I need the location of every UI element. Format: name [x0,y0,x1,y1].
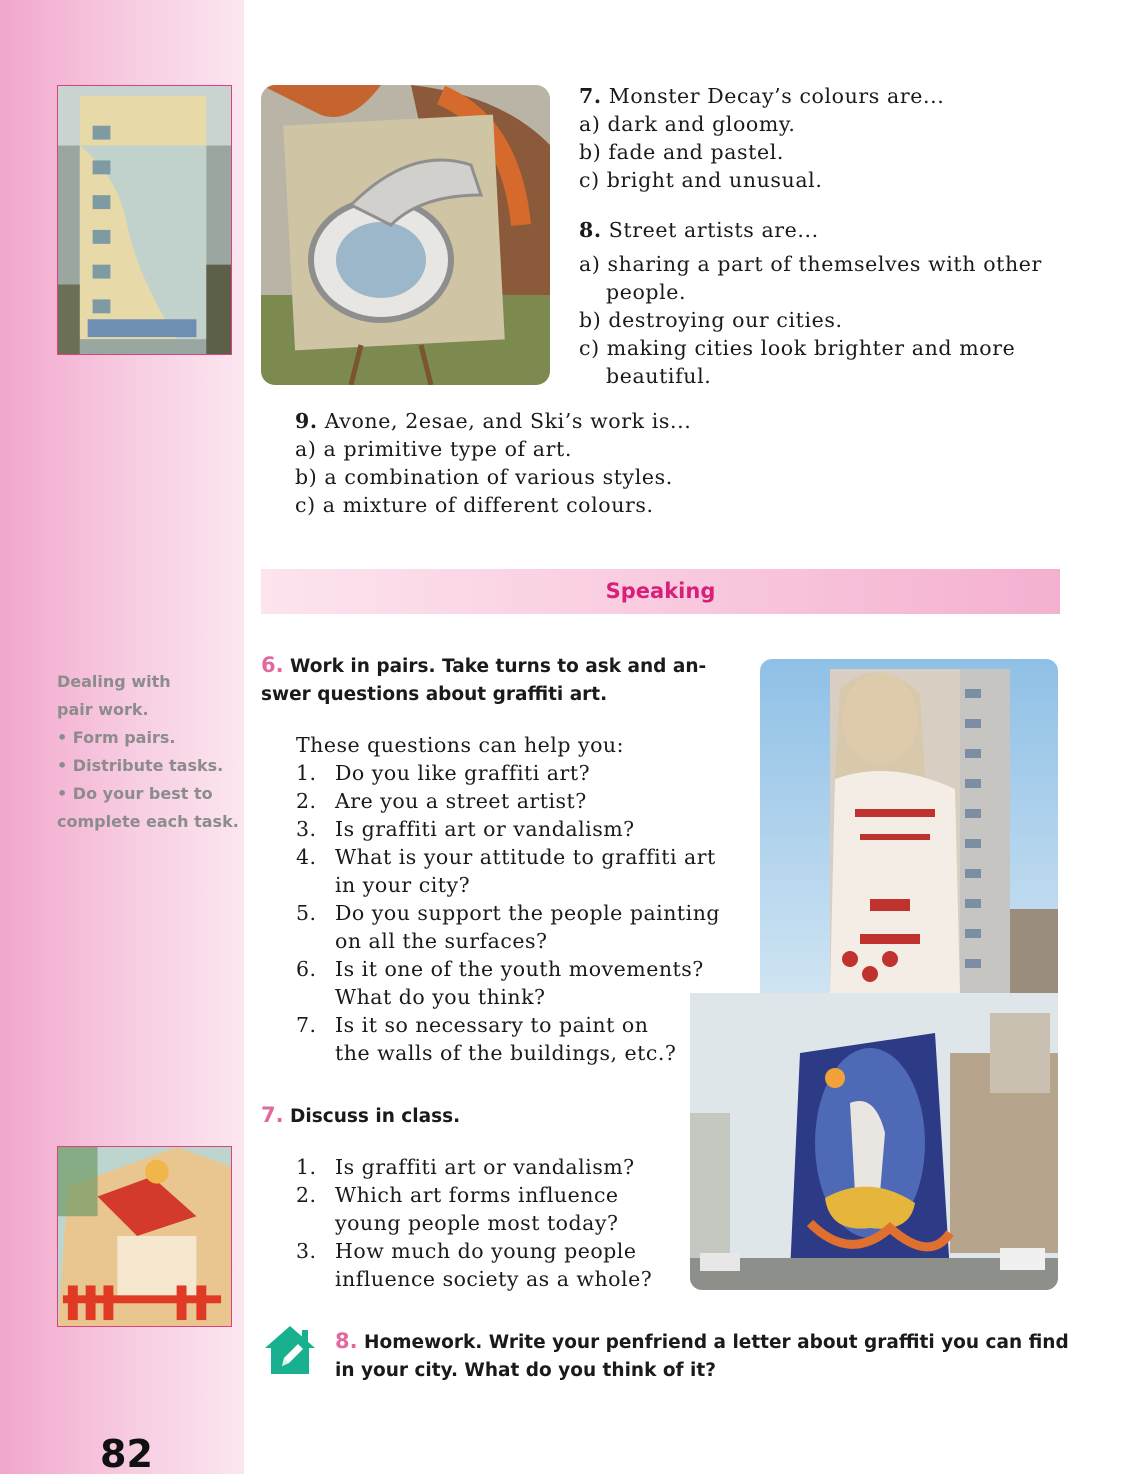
side-note-line: • Do your best to [57,784,213,803]
task-title: Homework. Write your penfriend a letter about graffiti you can find [364,1332,1069,1353]
side-note-line: • Form pairs. [57,728,176,747]
answer-option: b) fade and pastel. [579,140,784,164]
side-note-line: pair work. [57,700,149,719]
task-title-continued: in your city. What do you think of it? [335,1360,716,1381]
list-item: 1. Is graffiti art or vandalism? [296,1155,635,1179]
list-item-continued: What do you think? [335,985,546,1009]
task-number: 8. [335,1329,358,1353]
answer-option: a) dark and gloomy. [579,112,796,136]
answer-option: c) a mixture of different colours. [295,493,654,517]
list-item: 3. Is graffiti art or vandalism? [296,817,635,841]
side-note [57,668,239,836]
task-number: 7. [261,1103,284,1127]
list-item: 3. How much do young people [296,1239,637,1263]
question-stem: Avone, 2esae, and Ski’s work is... [324,409,692,433]
question-number: 9. [295,409,318,433]
question-stem: Street artists are... [608,218,819,242]
house-mural-photo [57,1146,232,1327]
answer-option: a) sharing a part of themselves with other [579,252,1042,276]
task-6-questions [296,731,720,1067]
list-item-continued: young people most today? [335,1211,619,1235]
building-mural-photo [57,85,232,355]
list-item: 7. Is it so necessary to paint on [296,1013,649,1037]
list-item-continued: influence society as a whole? [335,1267,653,1291]
task-title: Discuss in class. [290,1106,461,1127]
question-8 [579,216,1042,390]
woman-in-embroidered-shirt-mural-photo [760,659,1058,994]
list-item: 1. Do you like graffiti art? [296,761,591,785]
question-7 [579,82,944,194]
side-note-line: • Distribute tasks. [57,756,224,775]
question-9 [295,407,691,519]
list-item-continued: in your city? [335,873,471,897]
list-item: 2. Are you a street artist? [296,789,587,813]
list-intro: These questions can help you: [296,733,625,757]
question-stem: Monster Decay’s colours are... [608,84,945,108]
task-title: Work in pairs. Take turns to ask and an- [290,656,707,677]
side-note-line: Dealing with [57,672,171,691]
list-item-continued: on all the surfaces? [335,929,548,953]
answer-option: c) making cities look brighter and more [579,336,1016,360]
task-number: 6. [261,653,284,677]
task-8-homework [335,1327,1069,1385]
answer-option: b) destroying our cities. [579,308,843,332]
list-item: 4. What is your attitude to graffiti art [296,845,716,869]
page-number: 82 [100,1432,153,1476]
homework-house-icon [261,1322,319,1378]
answer-option: b) a combination of various styles. [295,465,673,489]
task-7-questions [296,1153,652,1293]
task-title-continued: swer questions about graffiti art. [261,684,608,705]
section-title: Speaking [605,579,716,603]
section-banner [261,569,1060,614]
task-7-heading [261,1101,460,1131]
side-note-line: complete each task. [57,812,239,831]
answer-option-continued: beautiful. [606,364,712,388]
list-item: 5. Do you support the people painting [296,901,721,925]
list-item: 2. Which art forms influence [296,1183,619,1207]
spray-can-painting-photo [261,85,550,385]
answer-option: a) a primitive type of art. [295,437,572,461]
answer-option-continued: people. [606,280,687,304]
list-item-continued: the walls of the buildings, etc.? [335,1041,677,1065]
blue-cossack-mural-photo [690,993,1058,1290]
list-item: 6. Is it one of the youth movements? [296,957,704,981]
task-6-heading [261,651,706,709]
question-number: 7. [579,84,602,108]
answer-option: c) bright and unusual. [579,168,823,192]
question-number: 8. [579,218,602,242]
